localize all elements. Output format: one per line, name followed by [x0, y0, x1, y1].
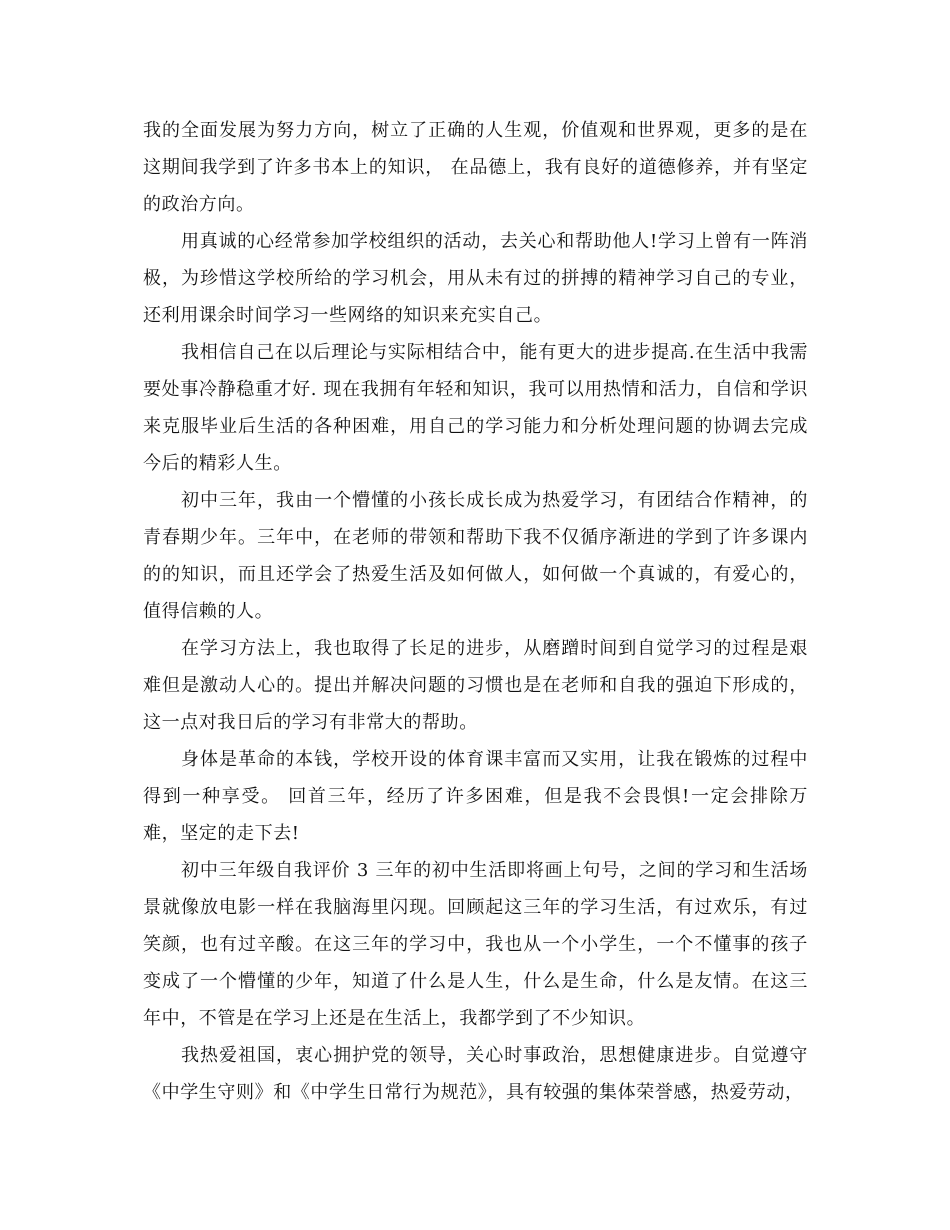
- paragraph-1: 我的全面发展为努力方向，树立了正确的人生观，价值观和世界观，更多的是在这期间我学到了许多书本上的知识， 在品德上，我有良好的道德修养，并有坚定的政治方向。: [143, 120, 808, 215]
- paragraph-7: 初中三年级自我评价 3 三年的初中生活即将画上句号，之间的学习和生活场景就像放电影一样在我脑海里闪现。回顾起这三年的学习生活，有过欢乐，有过笑颜，也有过辛酸。在这三年的学习中，我也从一个小学生，一个不懂事的孩子变成了一个懵懂的少年，知道了什么是人生，什么是生命，什么是友情。在这三年中，不管是在学习上还是在生活上，我都学到了不少知识。: [143, 860, 808, 1029]
- paragraph-2: 用真诚的心经常参加学校组织的活动，去关心和帮助他人!学习上曾有一阵消极，为珍惜这学校所给的学习机会，用从未有过的拼搏的精神学习自己的专业，还利用课余时间学习一些网络的知识来充实自己。: [143, 231, 808, 326]
- document-body: [143, 112, 808, 1111]
- paragraph-8: 我热爱祖国，衷心拥护党的领导，关心时事政治，思想健康进步。自觉遵守《中学生守则》和《中学生日常行为规范》，具有较强的集体荣誉感，热爱劳动，: [143, 1045, 808, 1103]
- paragraph-3: 我相信自己在以后理论与实际相结合中，能有更大的进步提高.在生活中我需要处事冷静稳重才好. 现在我拥有年轻和知识，我可以用热情和活力，自信和学识来克服毕业后生活的各种困难，用自己的学习能力和分析处理问题的协调去完成今后的精彩人生。: [143, 342, 808, 474]
- paragraph-6: 身体是革命的本钱，学校开设的体育课丰富而又实用，让我在锻炼的过程中得到一种享受。 回首三年，经历了许多困难，但是我不会畏惧!一定会排除万难，坚定的走下去!: [143, 749, 808, 844]
- paragraph-5: 在学习方法上，我也取得了长足的进步，从磨蹭时间到自觉学习的过程是艰难但是激动人心的。提出并解决问题的习惯也是在老师和自我的强迫下形成的，这一点对我日后的学习有非常大的帮助。: [143, 638, 808, 733]
- paragraph-4: 初中三年，我由一个懵懂的小孩长成长成为热爱学习，有团结合作精神，的青春期少年。三年中，在老师的带领和帮助下我不仅循序渐进的学到了许多课内的的知识，而且还学会了热爱生活及如何做人，如何做一个真诚的，有爱心的，值得信赖的人。: [143, 490, 808, 622]
